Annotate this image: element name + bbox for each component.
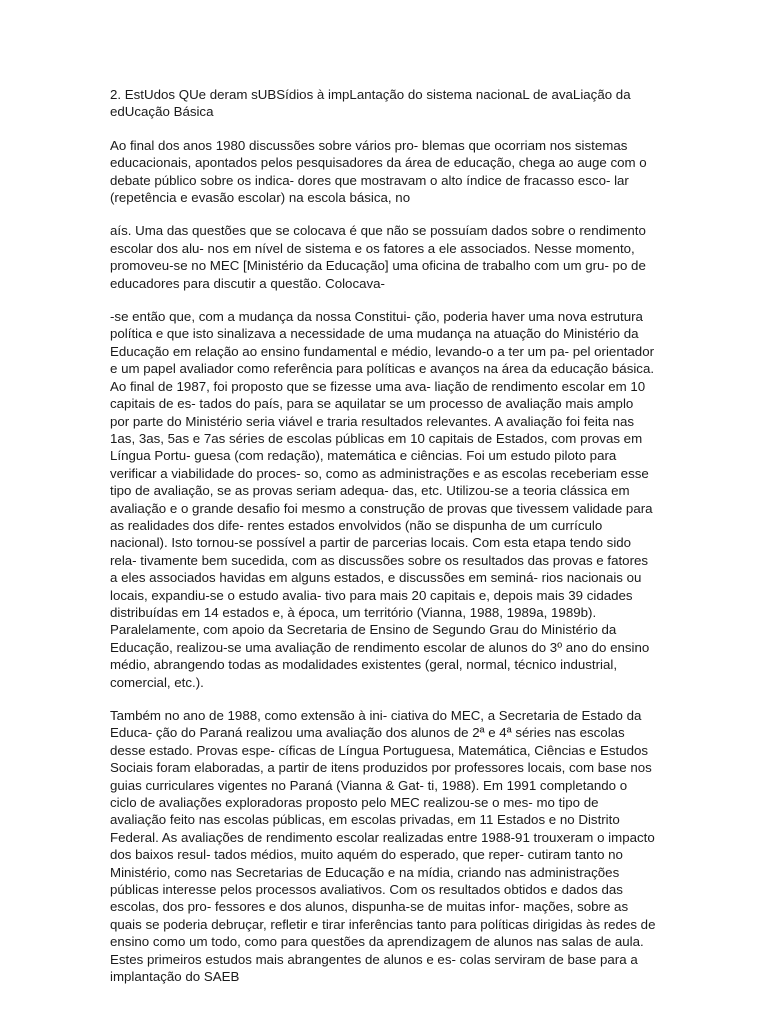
paragraph-4: Também no ano de 1988, como extensão à ini- ciativa do MEC, a Secretaria de Estado da Educa- ção do Paraná realizou uma avaliação dos alunos de 2ª e 4ª séries nas escolas desse estado. Provas espe- cíficas de Língua Portuguesa, Matemática, Ciências e Estudos Sociais foram elaboradas, a partir de itens produzidos por professores locais, com base nos guias curriculares vigentes no Paraná (Vianna & Gat- ti, 1988). Em 1991 completando o ciclo de avaliações exploradoras proposto pelo MEC realizou-se o mes- mo tipo de avaliação feito nas escolas públicas, em escolas privadas, em 11 Estados e no Distrito Federal. As avaliações de rendimento escolar realizadas entre 1988-91 trouxeram o impacto dos baixos resul- tados médios, muito aquém do esperado, que reper- cutiram tanto no Ministério, como nas Secretarias de Educação e na mídia, criando nas administrações públicas interesse pelos processos avaliativos. Com os resultados obtidos e dados das escolas, dos pro- fessores e dos alunos, dispunha-se de muitas infor- mações, sobre as quais se poderia debruçar, refletir e tirar inferências tanto para políticas dirigidas às redes de ensino como um todo, como para questões da aprendizagem de alunos nas salas de aula. Estes primeiros estudos mais abrangentes de alunos e es- colas serviram de base para a implantação do SAEB: [110, 708, 656, 985]
section-heading: 2. EstUdos QUe deram sUBSídios à impLantação do sistema nacionaL de avaLiação da edUcação Básica: [110, 87, 631, 120]
paragraph-3: -se então que, com a mudança da nossa Constitui- ção, poderia haver uma nova estrutura política e que isto sinalizava a necessidade de uma mudança na atuação do Ministério da Educação em relação ao ensino fundamental e médio, levando-o a ter um pa- pel orientador e um papel avaliador como referência para políticas e avanços na área da educação básica. Ao final de 1987, foi proposto que se fizesse uma ava- liação de rendimento escolar em 10 capitais de es- tados do país, para se aquilatar se um processo de avaliação mais amplo por parte do Ministério seria viável e traria resultados relevantes. A avaliação foi feita nas 1as, 3as, 5as e 7as séries de escolas públicas em 10 capitais de Estados, com provas em Língua Portu- guesa (com redação), matemática e ciências. Foi um estudo piloto para verificar a viabilidade do proces- so, como as administrações e as escolas receberiam esse tipo de avaliação, se as provas seriam adequa- das, etc. Utilizou-se a teoria clássica em avaliação e o grande desafio foi mesmo a construção de provas que tivessem validade para as realidades dos dife- rentes estados envolvidos (não se dispunha de um currículo nacional). Isto tornou-se possível a partir de parcerias locais. Com esta etapa tendo sido rela- tivamente bem sucedida, com as discussões sobre os resultados das provas e fatores a eles associados havidas em alguns estados, e discussões em seminá- rios nacionais ou locais, expandiu-se o estudo avalia- tivo para mais 20 capitais e, depois mais 39 cidades distribuídas em 14 estados e, à época, um território (Vianna, 1988, 1989a, 1989b). Paralelamente, com apoio da Secretaria de Ensino de Segundo Grau do Ministério da Educação, realizou-se uma avaliação de rendimento escolar de alunos do 3º ano do ensino médio, abrangendo todas as modalidades existentes (geral, normal, técnico industrial, comercial, etc.).: [110, 309, 655, 690]
paragraph-1: Ao final dos anos 1980 discussões sobre vários pro- blemas que ocorriam nos sistemas educacionais, apontados pelos pesquisadores da área de educação, chega ao auge com o debate público sobre os indica- dores que mostravam o alto índice de fracasso esco- lar (repetência e evasão escolar) na escola básica, no: [110, 137, 647, 206]
document-page: [110, 86, 656, 1002]
paragraph-2: aís. Uma das questões que se colocava é que não se possuíam dados sobre o rendimento escolar dos alu- nos em nível de sistema e os fatores a ele associados. Nesse momento, promoveu-se no MEC [Ministério da Educação] uma oficina de trabalho com um gru- po de educadores para discutir a questão. Colocava-: [110, 223, 646, 291]
